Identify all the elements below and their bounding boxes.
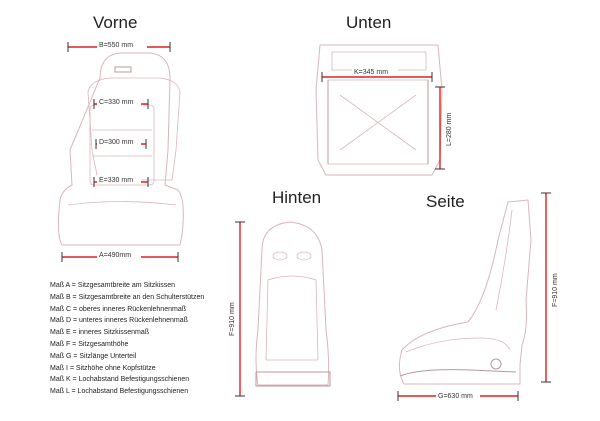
dim-label-b: B=550 mm <box>99 42 134 49</box>
bottom-view-title: Unten <box>346 13 392 32</box>
dim-label-k: K=345 mm <box>354 69 389 76</box>
dim-label-a: A=490mm <box>99 252 132 259</box>
back-view-title: Hinten <box>272 188 322 207</box>
dim-label-e: E=330 mm <box>99 177 134 184</box>
front-view-title: Vorne <box>93 13 138 32</box>
front-view <box>58 13 183 262</box>
dim-label-c: C=330 mm <box>99 99 134 106</box>
dim-label-d: D=300 mm <box>99 139 134 146</box>
legend-item-k: Maß K = Lochabstand Befestigungsschienen <box>50 376 190 384</box>
bottom-seat-shell <box>316 45 442 175</box>
legend-item-f: Maß F = Sitzgesamthöhe <box>50 340 129 348</box>
legend-item-c: Maß C = oberes inneres Rückenlehnenmaß <box>50 305 186 313</box>
side-view-title: Seite <box>426 192 465 211</box>
legend-item-g: Maß G = Sitzlänge Unterteil <box>50 352 137 360</box>
dim-label-l: L=280 mm <box>446 112 453 146</box>
legend-item-d: Maß D = unteres inneres Rückenlehnenmaß <box>50 317 188 325</box>
side-seat-shell <box>399 200 531 384</box>
front-seat-shell <box>58 53 183 245</box>
legend-item-l: Maß L = Lochabstand Befestigungsschienen <box>50 388 189 396</box>
side-view <box>398 192 559 401</box>
back-view <box>229 188 330 396</box>
dim-label-f-side: F=910 mm <box>552 273 559 307</box>
bottom-view <box>316 13 453 175</box>
legend-item-i: Maß I = Sitzhöhe ohne Kopfstütze <box>50 364 156 372</box>
dim-label-f-back: F=910 mm <box>229 302 236 336</box>
legend-item-e: Maß E = inneres Sitzkissenmaß <box>50 329 150 337</box>
dimension-legend <box>50 280 204 398</box>
legend-item-a: Maß A = Sitzgesamtbreite am Sitzkissen <box>50 282 176 289</box>
dim-label-g: G=630 mm <box>438 393 473 400</box>
back-seat-shell <box>256 222 329 385</box>
legend-item-b: Maß B = Sitzgesamtbreite an den Schulterstützen <box>50 293 205 301</box>
